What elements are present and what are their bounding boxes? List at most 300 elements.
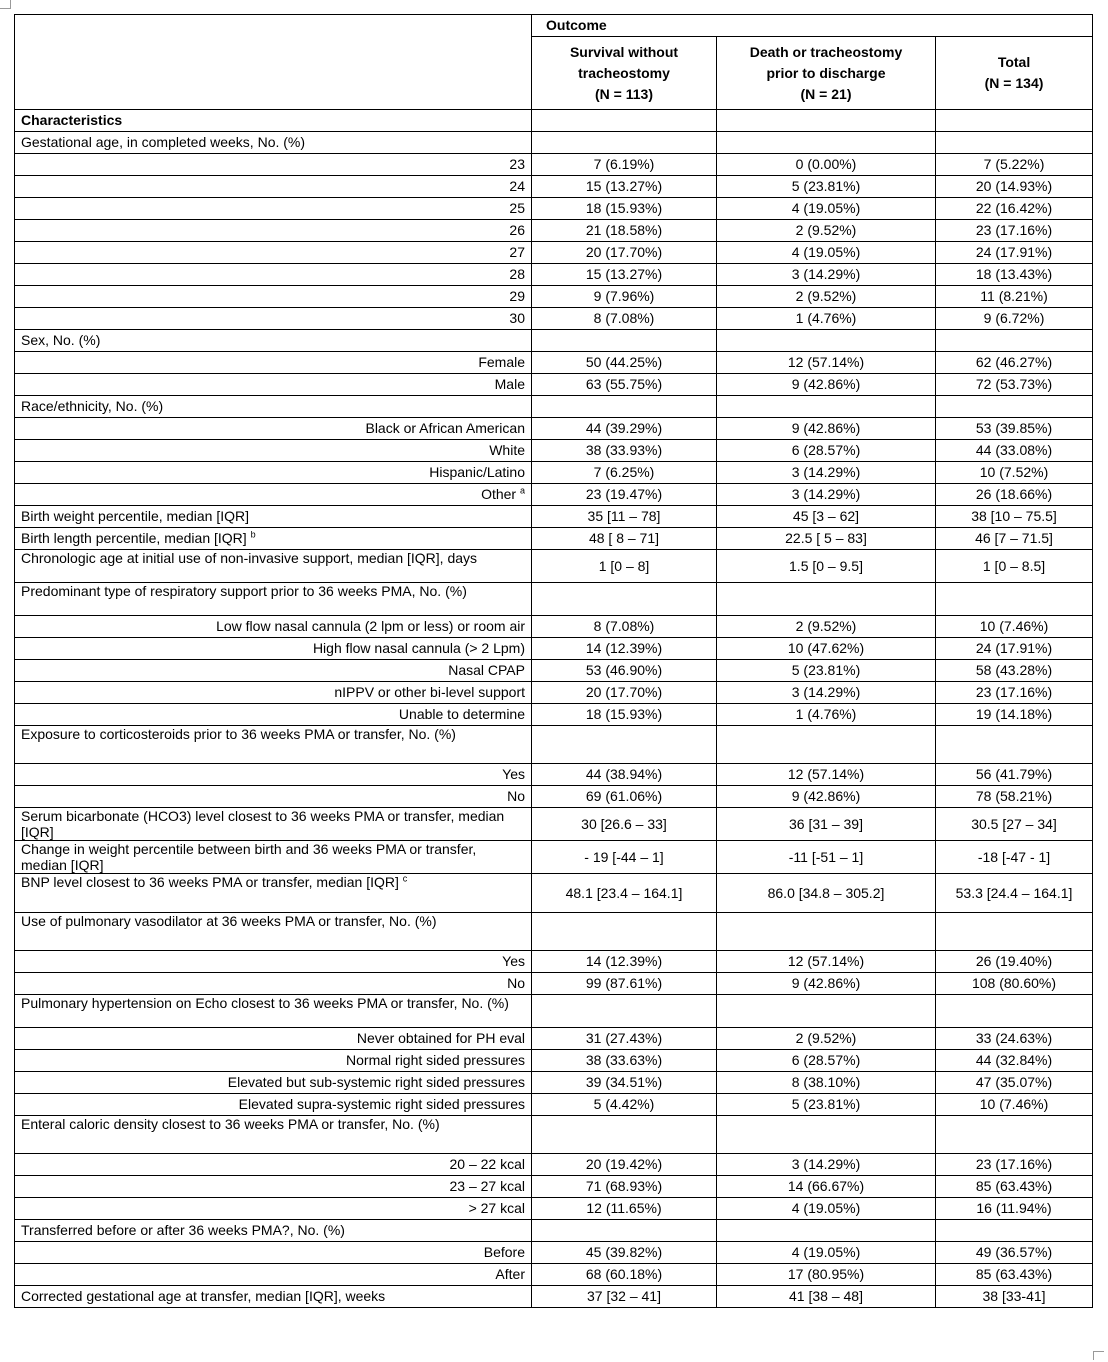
empty-cell [936, 1116, 1093, 1154]
row-label-text: Chronologic age at initial use of non-invasive support, median [IQR], days [21, 550, 478, 566]
column-header-line: Survival without [569, 43, 679, 60]
page-corner-mark [0, 0, 11, 9]
value-cell: 8 (38.10%) [717, 1072, 936, 1094]
value-cell: 86.0 [34.8 – 305.2] [717, 874, 936, 913]
value-cell: 2 (9.52%) [717, 220, 936, 242]
row-label-text: 23 [509, 156, 525, 172]
row-label [15, 264, 532, 286]
value-cell: 1.5 [0 – 9.5] [717, 550, 936, 583]
value-cell: 10 (7.46%) [936, 616, 1093, 638]
row-label [15, 286, 532, 308]
value-cell: 24 (17.91%) [936, 638, 1093, 660]
row-label-text: 28 [509, 266, 525, 282]
value-cell: 63 (55.75%) [532, 374, 717, 396]
column-header-line: tracheostomy [578, 64, 670, 81]
value-cell: 4 (19.05%) [717, 242, 936, 264]
table-row [15, 418, 1093, 440]
empty-cell [532, 726, 717, 764]
empty-cell [532, 396, 717, 418]
column-header-death [717, 37, 936, 110]
table-row [15, 786, 1093, 808]
value-cell: 21 (18.58%) [532, 220, 717, 242]
value-cell: 99 (87.61%) [532, 973, 717, 995]
empty-cell [717, 132, 936, 154]
table-row [15, 764, 1093, 786]
table-row [15, 704, 1093, 726]
empty-cell [532, 132, 717, 154]
row-label-text: Low flow nasal cannula (2 lpm or less) or room air [216, 618, 525, 634]
value-cell: 53 (46.90%) [532, 660, 717, 682]
row-label-text: Change in weight percentile between birth and 36 weeks PMA or transfer, median [IQR] [21, 841, 477, 873]
table-row [15, 995, 1093, 1028]
value-cell: 37 [32 – 41] [532, 1286, 717, 1308]
value-cell: 0 (0.00%) [717, 154, 936, 176]
row-label [15, 638, 532, 660]
value-cell: 69 (61.06%) [532, 786, 717, 808]
value-cell: 8 (7.08%) [532, 308, 717, 330]
row-label [15, 764, 532, 786]
empty-cell [717, 1220, 936, 1242]
value-cell: 10 (47.62%) [717, 638, 936, 660]
row-label-text: Yes [502, 953, 525, 969]
column-header-total [936, 37, 1093, 110]
row-label-text: Use of pulmonary vasodilator at 36 weeks PMA or transfer, No. (%) [21, 913, 437, 929]
value-cell: 23 (19.47%) [532, 484, 717, 506]
table-row [15, 1072, 1093, 1094]
table-row [15, 682, 1093, 704]
row-label-text: 24 [509, 178, 525, 194]
table-row [15, 330, 1093, 352]
row-label-text: 23 – 27 kcal [449, 1178, 525, 1194]
value-cell: 31 (27.43%) [532, 1028, 717, 1050]
table-row [15, 638, 1093, 660]
row-label-text: Exposure to corticosteroids prior to 36 weeks PMA or transfer, No. (%) [21, 726, 456, 742]
empty-cell [532, 995, 717, 1028]
value-cell: 3 (14.29%) [717, 264, 936, 286]
empty-cell [717, 726, 936, 764]
value-cell: 14 (66.67%) [717, 1176, 936, 1198]
value-cell: 1 [0 – 8] [532, 550, 717, 583]
value-cell: 44 (39.29%) [532, 418, 717, 440]
value-cell: 9 (6.72%) [936, 308, 1093, 330]
footnote-marker: b [250, 529, 256, 540]
characteristics-table [14, 14, 1093, 1308]
empty-cell [936, 995, 1093, 1028]
value-cell: - 19 [-44 – 1] [532, 841, 717, 874]
row-label [15, 1116, 532, 1154]
value-cell: 50 (44.25%) [532, 352, 717, 374]
empty-cell [717, 396, 936, 418]
row-label-text: BNP level closest to 36 weeks PMA or transfer, median [IQR] [21, 874, 399, 890]
row-label-text: 27 [509, 244, 525, 260]
value-cell: 4 (19.05%) [717, 198, 936, 220]
value-cell: 38 [10 – 75.5] [936, 506, 1093, 528]
table-row [15, 374, 1093, 396]
value-cell: 17 (80.95%) [717, 1264, 936, 1286]
value-cell: 38 (33.93%) [532, 440, 717, 462]
value-cell: 12 (57.14%) [717, 352, 936, 374]
empty-cell [532, 1220, 717, 1242]
value-cell: 20 (17.70%) [532, 682, 717, 704]
column-header-line: Death or tracheostomy [749, 43, 903, 60]
empty-cell [936, 583, 1093, 616]
value-cell: 48 [ 8 – 71] [532, 528, 717, 550]
row-label-text: Female [478, 354, 525, 370]
row-label [15, 1242, 532, 1264]
row-label-text: Corrected gestational age at transfer, median [IQR], weeks [21, 1288, 386, 1304]
value-cell: 11 (8.21%) [936, 286, 1093, 308]
value-cell: 44 (32.84%) [936, 1050, 1093, 1072]
row-label-text: Enteral caloric density closest to 36 weeks PMA or transfer, No. (%) [21, 1116, 440, 1132]
table-row [15, 1176, 1093, 1198]
value-cell: 35 [11 – 78] [532, 506, 717, 528]
value-cell: 24 (17.91%) [936, 242, 1093, 264]
row-label [15, 374, 532, 396]
row-label [15, 550, 532, 583]
row-label [15, 786, 532, 808]
table-row [15, 913, 1093, 951]
table-row [15, 1116, 1093, 1154]
value-cell: 6 (28.57%) [717, 440, 936, 462]
column-header-line: (N = 113) [595, 85, 653, 102]
row-label-text: Transferred before or after 36 weeks PMA?, No. (%) [21, 1222, 345, 1238]
row-label-text: Yes [502, 766, 525, 782]
row-label-text: Sex, No. (%) [21, 332, 101, 348]
value-cell: 53.3 [24.4 – 164.1] [936, 874, 1093, 913]
value-cell: 3 (14.29%) [717, 462, 936, 484]
column-header-line: prior to discharge [766, 64, 886, 81]
row-label-text: Hispanic/Latino [429, 464, 525, 480]
value-cell: 47 (35.07%) [936, 1072, 1093, 1094]
value-cell: 108 (80.60%) [936, 973, 1093, 995]
table-row [15, 583, 1093, 616]
row-label-text: Race/ethnicity, No. (%) [21, 398, 164, 414]
row-label-text: Birth weight percentile, median [IQR] [21, 508, 249, 524]
row-label-text: 29 [509, 288, 525, 304]
value-cell: 8 (7.08%) [532, 616, 717, 638]
row-label-text: Normal right sided pressures [346, 1052, 525, 1068]
value-cell: 14 (12.39%) [532, 951, 717, 973]
row-label [15, 1094, 532, 1116]
value-cell: 26 (18.66%) [936, 484, 1093, 506]
row-label [15, 484, 532, 506]
value-cell: 3 (14.29%) [717, 1154, 936, 1176]
row-label [15, 418, 532, 440]
value-cell: 5 (23.81%) [717, 660, 936, 682]
empty-cell [717, 583, 936, 616]
value-cell: 45 (39.82%) [532, 1242, 717, 1264]
row-label [15, 132, 532, 154]
row-label-text: Birth length percentile, median [IQR] [21, 530, 247, 546]
value-cell: 2 (9.52%) [717, 1028, 936, 1050]
value-cell: 18 (13.43%) [936, 264, 1093, 286]
row-label [15, 242, 532, 264]
table-row [15, 132, 1093, 154]
row-label [15, 352, 532, 374]
value-cell: 26 (19.40%) [936, 951, 1093, 973]
row-label-text: White [489, 442, 525, 458]
row-label [15, 1050, 532, 1072]
value-cell: 2 (9.52%) [717, 616, 936, 638]
row-label-text: Elevated but sub-systemic right sided pressures [227, 1074, 525, 1090]
value-cell: 56 (41.79%) [936, 764, 1093, 786]
row-label [15, 682, 532, 704]
row-label-text: 25 [509, 200, 525, 216]
row-label-text: Nasal CPAP [448, 662, 525, 678]
row-label [15, 973, 532, 995]
empty-cell [717, 110, 936, 132]
row-label [15, 1072, 532, 1094]
value-cell: 12 (57.14%) [717, 951, 936, 973]
value-cell: 9 (42.86%) [717, 418, 936, 440]
value-cell: 12 (57.14%) [717, 764, 936, 786]
table-row [15, 198, 1093, 220]
row-label-text: Male [494, 376, 525, 392]
value-cell: 22 (16.42%) [936, 198, 1093, 220]
table-row [15, 154, 1093, 176]
table-row [15, 352, 1093, 374]
row-label-text: Predominant type of respiratory support prior to 36 weeks PMA, No. (%) [21, 583, 467, 599]
row-label [15, 704, 532, 726]
value-cell: 9 (7.96%) [532, 286, 717, 308]
table-row [15, 528, 1093, 550]
value-cell: 2 (9.52%) [717, 286, 936, 308]
value-cell: 78 (58.21%) [936, 786, 1093, 808]
value-cell: 1 [0 – 8.5] [936, 550, 1093, 583]
empty-cell [532, 1116, 717, 1154]
row-label-text: Other [481, 486, 517, 502]
value-cell: 62 (46.27%) [936, 352, 1093, 374]
value-cell: 7 (6.19%) [532, 154, 717, 176]
table-row [15, 1028, 1093, 1050]
row-label [15, 1176, 532, 1198]
table-row [15, 660, 1093, 682]
row-label-text: 20 – 22 kcal [449, 1156, 525, 1172]
value-cell: 18 (15.93%) [532, 198, 717, 220]
value-cell: 85 (63.43%) [936, 1264, 1093, 1286]
value-cell: 23 (17.16%) [936, 682, 1093, 704]
footnote-marker: c [402, 873, 408, 884]
value-cell: 44 (38.94%) [532, 764, 717, 786]
value-cell: 5 (23.81%) [717, 176, 936, 198]
row-label-text: > 27 kcal [468, 1200, 525, 1216]
row-label-text: Unable to determine [398, 706, 525, 722]
value-cell: 14 (12.39%) [532, 638, 717, 660]
table-row [15, 1154, 1093, 1176]
row-label-text: Never obtained for PH eval [356, 1030, 525, 1046]
column-header-line: (N = 134) [984, 75, 1044, 91]
empty-cell [936, 1220, 1093, 1242]
table-row [15, 550, 1093, 583]
row-label [15, 913, 532, 951]
value-cell: 4 (19.05%) [717, 1198, 936, 1220]
row-label-text: Characteristics [21, 112, 123, 128]
table-row [15, 1050, 1093, 1072]
value-cell: 9 (42.86%) [717, 973, 936, 995]
row-label [15, 583, 532, 616]
table-row [15, 396, 1093, 418]
value-cell: -18 [-47 - 1] [936, 841, 1093, 874]
table-row [15, 1220, 1093, 1242]
value-cell: 15 (13.27%) [532, 264, 717, 286]
outcome-header: Outcome [532, 15, 1093, 37]
row-label-text: nIPPV or other bi-level support [334, 684, 525, 700]
value-cell: 53 (39.85%) [936, 418, 1093, 440]
row-label [15, 440, 532, 462]
table-row [15, 462, 1093, 484]
column-header-line: (N = 21) [800, 85, 852, 102]
row-label-text: Black or African American [365, 420, 525, 436]
row-label [15, 726, 532, 764]
page-corner-mark [1093, 1351, 1104, 1360]
row-label [15, 506, 532, 528]
row-label-text: Elevated supra-systemic right sided pressures [238, 1096, 525, 1112]
value-cell: 9 (42.86%) [717, 374, 936, 396]
header-row-outcome [15, 15, 1093, 37]
value-cell: 85 (63.43%) [936, 1176, 1093, 1198]
value-cell: 58 (43.28%) [936, 660, 1093, 682]
empty-cell [532, 913, 717, 951]
row-label [15, 616, 532, 638]
value-cell: 45 [3 – 62] [717, 506, 936, 528]
empty-cell [936, 396, 1093, 418]
row-label [15, 1264, 532, 1286]
value-cell: -11 [-51 – 1] [717, 841, 936, 874]
value-cell: 16 (11.94%) [936, 1198, 1093, 1220]
value-cell: 12 (11.65%) [532, 1198, 717, 1220]
row-label [15, 995, 532, 1028]
value-cell: 20 (19.42%) [532, 1154, 717, 1176]
row-label [15, 154, 532, 176]
table-body [15, 110, 1093, 1308]
value-cell: 41 [38 – 48] [717, 1286, 936, 1308]
table-row [15, 484, 1093, 506]
empty-cell [532, 110, 717, 132]
value-cell: 19 (14.18%) [936, 704, 1093, 726]
table-row [15, 973, 1093, 995]
table-row [15, 264, 1093, 286]
empty-cell [717, 330, 936, 352]
row-label [15, 1286, 532, 1308]
value-cell: 44 (33.08%) [936, 440, 1093, 462]
empty-cell [936, 110, 1093, 132]
footnote-marker: a [519, 485, 525, 496]
empty-cell [717, 1116, 936, 1154]
value-cell: 30 [26.6 – 33] [532, 808, 717, 841]
row-label [15, 198, 532, 220]
value-cell: 20 (17.70%) [532, 242, 717, 264]
table-row [15, 951, 1093, 973]
table-row [15, 616, 1093, 638]
row-label-text: Serum bicarbonate (HCO3) level closest to 36 weeks PMA or transfer, median [IQR] [21, 808, 505, 840]
table-row [15, 440, 1093, 462]
row-label-text: No [507, 788, 525, 804]
empty-cell [936, 132, 1093, 154]
table-row [15, 506, 1093, 528]
row-label [15, 462, 532, 484]
row-label [15, 528, 532, 550]
value-cell: 39 (34.51%) [532, 1072, 717, 1094]
value-cell: 68 (60.18%) [532, 1264, 717, 1286]
empty-cell [936, 913, 1093, 951]
value-cell: 22.5 [ 5 – 83] [717, 528, 936, 550]
value-cell: 1 (4.76%) [717, 308, 936, 330]
table-row [15, 1264, 1093, 1286]
empty-cell [936, 726, 1093, 764]
value-cell: 20 (14.93%) [936, 176, 1093, 198]
row-label [15, 874, 532, 913]
table-row [15, 1242, 1093, 1264]
value-cell: 38 (33.63%) [532, 1050, 717, 1072]
table-row [15, 726, 1093, 764]
row-label-text: Before [483, 1244, 525, 1260]
row-label [15, 308, 532, 330]
row-label [15, 660, 532, 682]
row-label [15, 808, 532, 841]
row-label-text: 30 [509, 310, 525, 326]
value-cell: 6 (28.57%) [717, 1050, 936, 1072]
value-cell: 10 (7.52%) [936, 462, 1093, 484]
table-row [15, 308, 1093, 330]
table-row [15, 808, 1093, 841]
row-label [15, 1220, 532, 1242]
row-label-text: No [507, 975, 525, 991]
column-header-line: Total [997, 54, 1031, 70]
empty-cell [936, 330, 1093, 352]
row-label [15, 1198, 532, 1220]
row-label [15, 1154, 532, 1176]
row-label [15, 176, 532, 198]
row-label [15, 330, 532, 352]
table-row [15, 242, 1093, 264]
value-cell: 7 (5.22%) [936, 154, 1093, 176]
empty-cell [717, 913, 936, 951]
value-cell: 10 (7.46%) [936, 1094, 1093, 1116]
table-row [15, 1198, 1093, 1220]
row-label [15, 110, 532, 132]
empty-cell [532, 583, 717, 616]
table-row [15, 1286, 1093, 1308]
row-label-text: 26 [509, 222, 525, 238]
value-cell: 36 [31 – 39] [717, 808, 936, 841]
value-cell: 9 (42.86%) [717, 786, 936, 808]
row-label [15, 396, 532, 418]
value-cell: 1 (4.76%) [717, 704, 936, 726]
table-row [15, 176, 1093, 198]
value-cell: 46 [7 – 71.5] [936, 528, 1093, 550]
value-cell: 30.5 [27 – 34] [936, 808, 1093, 841]
value-cell: 5 (4.42%) [532, 1094, 717, 1116]
value-cell: 48.1 [23.4 – 164.1] [532, 874, 717, 913]
table-row [15, 874, 1093, 913]
row-label [15, 1028, 532, 1050]
row-label-text: High flow nasal cannula (> 2 Lpm) [312, 640, 525, 656]
value-cell: 3 (14.29%) [717, 484, 936, 506]
value-cell: 5 (23.81%) [717, 1094, 936, 1116]
table-row [15, 220, 1093, 242]
column-header-survival [532, 37, 717, 110]
row-label [15, 841, 532, 874]
row-label-text: Pulmonary hypertension on Echo closest to 36 weeks PMA or transfer, No. (%) [21, 995, 509, 1011]
header-empty-cell [15, 15, 532, 110]
empty-cell [532, 330, 717, 352]
table-row [15, 841, 1093, 874]
value-cell: 49 (36.57%) [936, 1242, 1093, 1264]
value-cell: 18 (15.93%) [532, 704, 717, 726]
row-label [15, 951, 532, 973]
value-cell: 38 [33-41] [936, 1286, 1093, 1308]
table-row [15, 286, 1093, 308]
